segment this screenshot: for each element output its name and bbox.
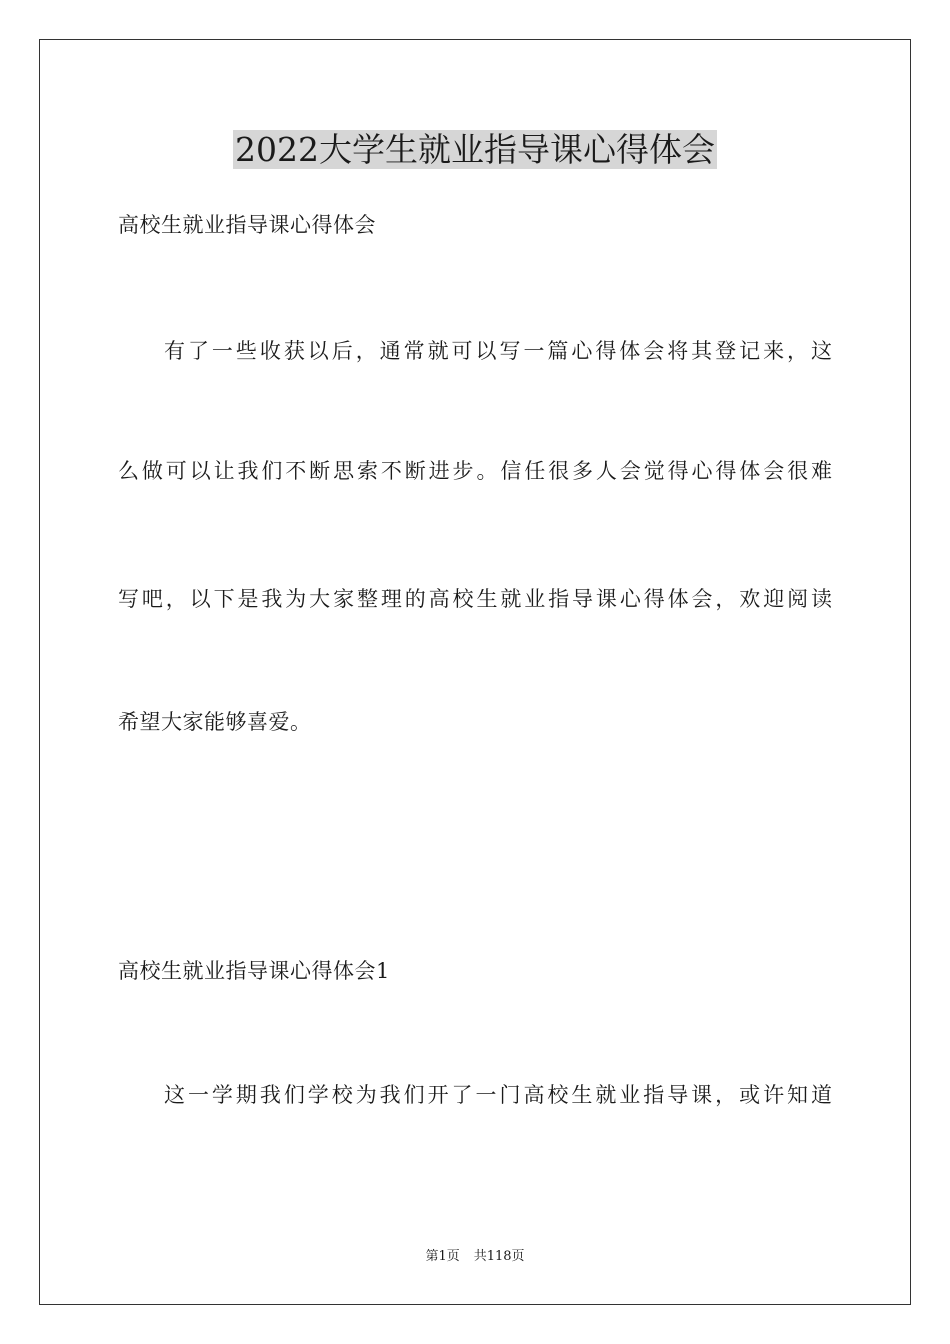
document-title <box>0 128 950 172</box>
page-total: 共118页 <box>473 1249 525 1264</box>
paragraph-line: 写吧，以下是我为大家整理的高校生就业指导课心得体会，欢迎阅读 <box>118 587 833 611</box>
paragraph-line: 有了一些收获以后，通常就可以写一篇心得体会将其登记来，这 <box>164 339 833 363</box>
page-number: 第1页 <box>425 1249 460 1264</box>
document-title-text: 2022大学生就业指导课心得体会 <box>235 130 715 169</box>
document-subtitle: 高校生就业指导课心得体会 <box>118 213 376 237</box>
paragraph-line: 么做可以让我们不断思索不断进步。信任很多人会觉得心得体会很难 <box>118 459 833 483</box>
page-footer <box>0 1248 950 1266</box>
paragraph-line: 这一学期我们学校为我们开了一门高校生就业指导课，或许知道 <box>164 1083 833 1107</box>
section-heading: 高校生就业指导课心得体会1 <box>118 959 390 983</box>
paragraph-line: 希望大家能够喜爱。 <box>118 710 312 734</box>
